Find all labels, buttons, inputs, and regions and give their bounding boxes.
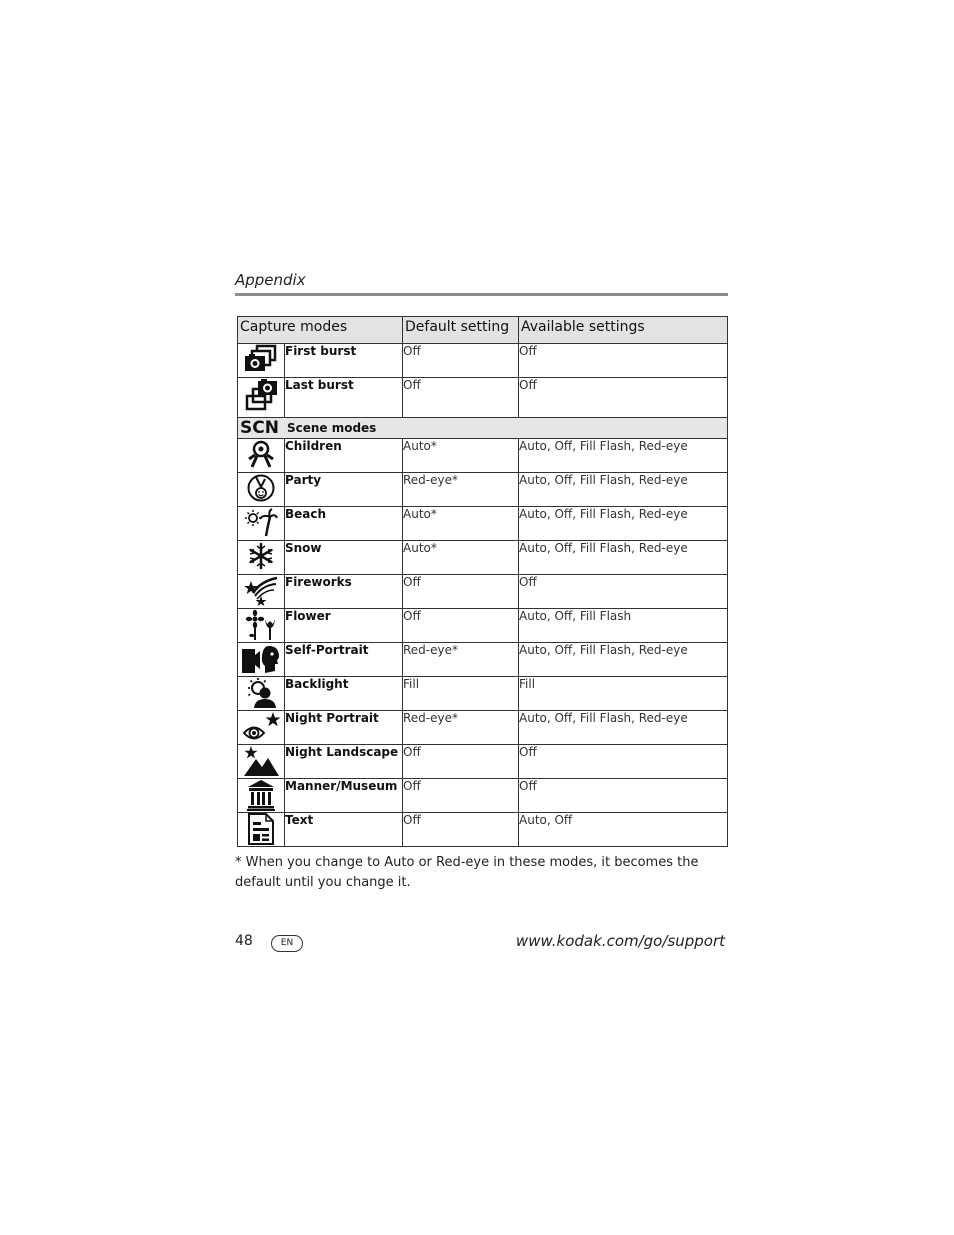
party-icon <box>238 473 285 507</box>
available-settings: Auto, Off <box>519 813 728 847</box>
capture-modes-table <box>237 316 728 847</box>
mode-name: Children <box>285 439 403 473</box>
scene-modes-row <box>238 418 728 439</box>
table-row <box>238 541 728 575</box>
snow-icon <box>238 541 285 575</box>
mode-name: Manner/Museum <box>285 779 403 813</box>
flower-icon <box>238 609 285 643</box>
column-header-default-setting: Default setting <box>403 317 519 344</box>
table-row <box>238 439 728 473</box>
default-setting: Off <box>403 779 519 813</box>
default-setting: Off <box>403 745 519 779</box>
available-settings: Auto, Off, Fill Flash <box>519 609 728 643</box>
table-row <box>238 711 728 745</box>
night-portrait-icon <box>238 711 285 745</box>
available-settings: Auto, Off, Fill Flash, Red-eye <box>519 711 728 745</box>
table-row <box>238 575 728 609</box>
mode-name: Night Landscape <box>285 745 403 779</box>
default-setting: Off <box>403 344 519 378</box>
mode-name: Fireworks <box>285 575 403 609</box>
mode-name: Text <box>285 813 403 847</box>
page-number: 48 <box>235 933 253 949</box>
mode-name: First burst <box>285 344 403 378</box>
default-setting: Red-eye* <box>403 711 519 745</box>
self-portrait-icon <box>238 643 285 677</box>
available-settings: Off <box>519 745 728 779</box>
default-setting: Red-eye* <box>403 473 519 507</box>
backlight-icon <box>238 677 285 711</box>
table-row <box>238 643 728 677</box>
section-header: Appendix <box>235 271 306 289</box>
table-row <box>238 344 728 378</box>
available-settings: Off <box>519 779 728 813</box>
table-row <box>238 378 728 418</box>
text-icon <box>238 813 285 847</box>
table-row <box>238 779 728 813</box>
mode-name: Self-Portrait <box>285 643 403 677</box>
available-settings: Auto, Off, Fill Flash, Red-eye <box>519 439 728 473</box>
column-header-capture-modes: Capture modes <box>238 317 403 344</box>
default-setting: Auto* <box>403 541 519 575</box>
language-badge: EN <box>271 935 303 952</box>
available-settings: Fill <box>519 677 728 711</box>
table-row <box>238 507 728 541</box>
default-setting: Off <box>403 813 519 847</box>
table-row <box>238 609 728 643</box>
scene-modes-label: Scene modes <box>286 421 377 435</box>
available-settings: Auto, Off, Fill Flash, Red-eye <box>519 507 728 541</box>
available-settings: Auto, Off, Fill Flash, Red-eye <box>519 473 728 507</box>
mode-name: Backlight <box>285 677 403 711</box>
mode-name: Last burst <box>285 378 403 418</box>
available-settings: Off <box>519 575 728 609</box>
default-setting: Off <box>403 609 519 643</box>
default-setting: Auto* <box>403 507 519 541</box>
scn-icon: SCN <box>240 418 279 438</box>
available-settings: Off <box>519 378 728 418</box>
manner-museum-icon <box>238 779 285 813</box>
mode-name: Party <box>285 473 403 507</box>
default-setting: Off <box>403 575 519 609</box>
default-setting: Auto* <box>403 439 519 473</box>
support-url[interactable]: www.kodak.com/go/support <box>515 932 725 950</box>
fireworks-icon <box>238 575 285 609</box>
last-burst-icon <box>238 378 285 418</box>
available-settings: Off <box>519 344 728 378</box>
beach-icon <box>238 507 285 541</box>
night-landscape-icon <box>238 745 285 779</box>
default-setting: Fill <box>403 677 519 711</box>
mode-name: Snow <box>285 541 403 575</box>
table-row <box>238 677 728 711</box>
table-row <box>238 813 728 847</box>
footnote: * When you change to Auto or Red-eye in these modes, it becomes the default until you change it. <box>235 855 699 890</box>
mode-name: Night Portrait <box>285 711 403 745</box>
column-header-available-settings: Available settings <box>519 317 728 344</box>
available-settings: Auto, Off, Fill Flash, Red-eye <box>519 541 728 575</box>
default-setting: Off <box>403 378 519 418</box>
available-settings: Auto, Off, Fill Flash, Red-eye <box>519 643 728 677</box>
default-setting: Red-eye* <box>403 643 519 677</box>
table-row <box>238 473 728 507</box>
first-burst-icon <box>238 344 285 378</box>
mode-name: Flower <box>285 609 403 643</box>
table-row <box>238 745 728 779</box>
children-icon <box>238 439 285 473</box>
header-rule <box>235 293 728 296</box>
mode-name: Beach <box>285 507 403 541</box>
